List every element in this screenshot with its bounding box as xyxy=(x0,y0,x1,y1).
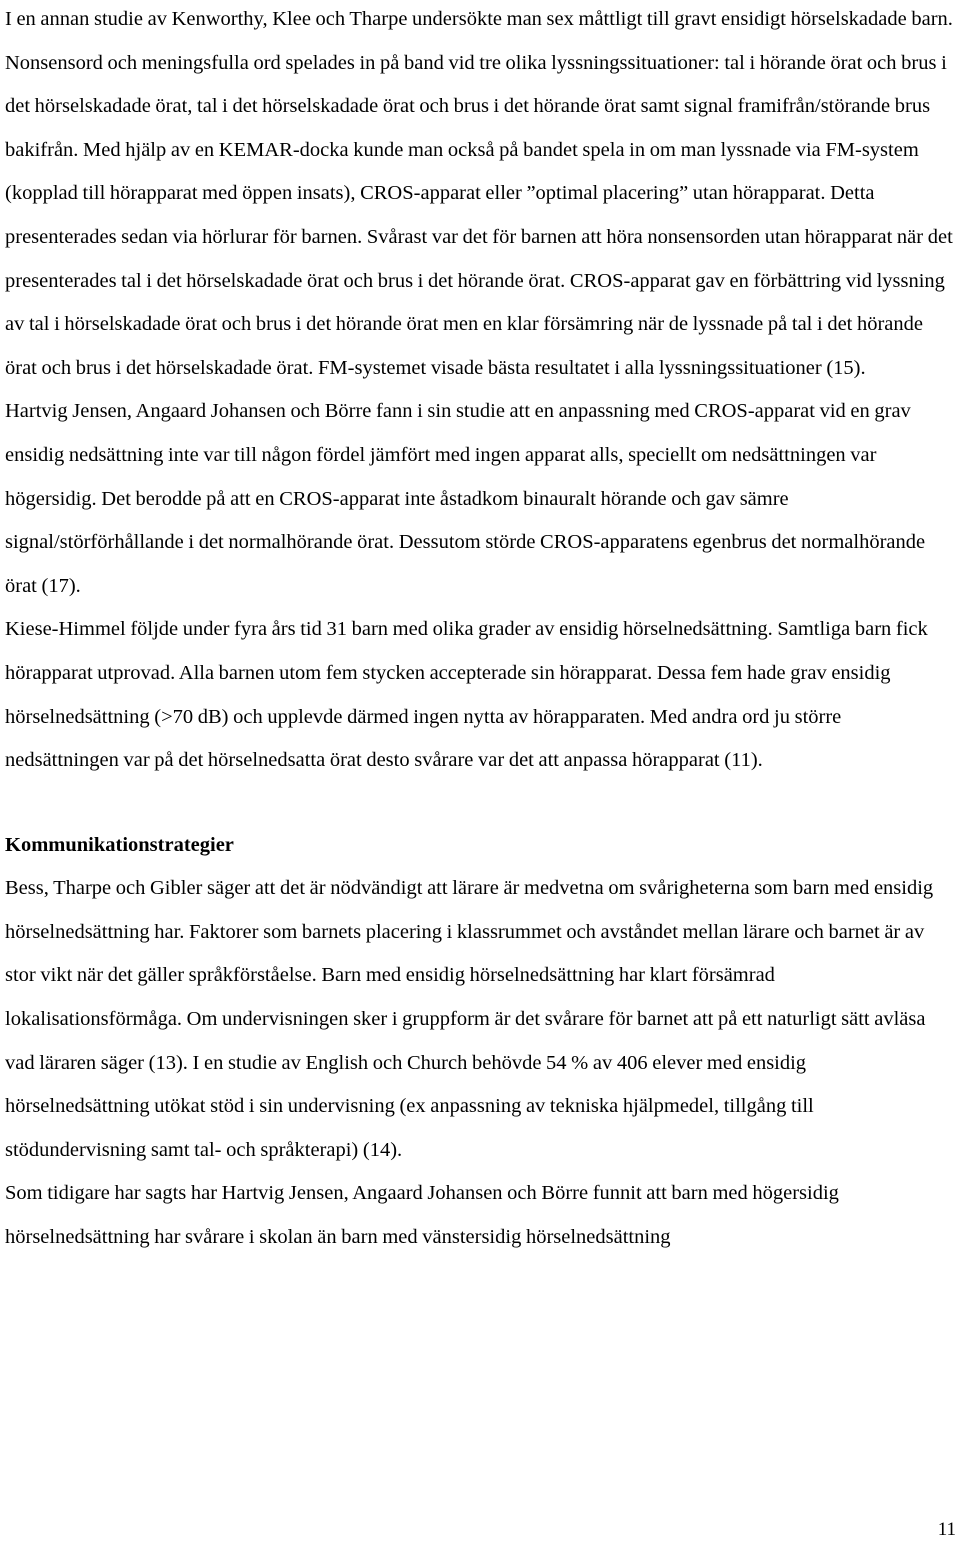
paragraph-kenworthy-study: I en annan studie av Kenworthy, Klee och Tharpe undersökte man sex måttligt till gravt ensidigt hörselskadade barn. Nonsensord och meningsfulla ord spelades in på band vid tre olika lyssningssituationer: tal i hörande örat och brus i det hörselskadade örat, tal i det hörselskadade örat och brus i det hörande örat samt signal framifrån/störande brus bakifrån. Med hjälp av en KEMAR-docka kunde man också på bandet spela in om man lyssnade via FM-system (kopplad till hörapparat med öppen insats), CROS-apparat eller ”optimal placering” utan hörapparat. Detta presenterades sedan via hörlurar för barnen. Svårast var det för barnen att höra nonsensorden utan hörapparat när det presenterades tal i det hörselskadade örat och brus i det hörande örat. CROS-apparat gav en förbättring vid lyssning av tal i hörselskadade örat och brus i det hörande örat men en klar försämring när de lyssnade på tal i det hörande örat och brus i det hörselskadade örat. FM-systemet visade bästa resultatet i alla lyssningssituationer (15). xyxy=(5,8,953,379)
page-number: 11 xyxy=(937,1519,956,1540)
paragraph-kiese-himmel-study: Kiese-Himmel följde under fyra års tid 31 barn med olika grader av ensidig hörselnedsättning. Samtliga barn fick hörapparat utprovad. Alla barnen utom fem stycken accepterade sin hörapparat. Dessa fem hade grav ensidig hörselnedsättning (>70 dB) och upplevde därmed ingen nytta av hörapparaten. Med andra ord ju större nedsättningen var på det hörselnedsatta örat desto svårare var det att anpassa hörapparat (11). xyxy=(5,618,928,772)
paragraph-hartvig-jensen-study: Hartvig Jensen, Angaard Johansen och Börre fann i sin studie att en anpassning med CROS-apparat vid en grav ensidig nedsättning inte var till någon fördel jämfört med ingen apparat alls, speciellt om nedsättningen var högersidig. Det berodde på att en CROS-apparat inte åstadkom binauralt hörande och gav sämre signal/störförhållande i det normalhörande örat. Dessutom störde CROS-apparatens egenbrus det normalhörande örat (17). xyxy=(5,400,926,597)
paragraph-hartvig-jensen-followup: Som tidigare har sagts har Hartvig Jensen, Angaard Johansen och Börre funnit att barn med högersidig hörselnedsättning har svårare i skolan än barn med vänstersidig hörselnedsättning xyxy=(5,1182,839,1249)
document-page xyxy=(5,0,955,1260)
paragraph-bess-tharpe-gibler: Bess, Tharpe och Gibler säger att det är nödvändigt att lärare är medvetna om svårigheterna som barn med ensidig hörselnedsättning har. Faktorer som barnets placering i klassrummet och avståndet mellan lärare och barnet är av stor vikt när det gäller språkförståelse. Barn med ensidig hörselnedsättning har klart försämrad lokalisationsförmåga. Om undervisningen sker i gruppform är det svårare för barnet att på ett naturligt sätt avläsa vad läraren säger (13). I en studie av English och Church behövde 54 % av 406 elever med ensidig hörselnedsättning utökat stöd i sin undervisning (ex anpassning av tekniska hjälpmedel, tillgång till stödundervisning samt tal- och språkterapi) (14). xyxy=(5,877,934,1161)
section-heading: Kommunikationstrategier xyxy=(5,833,234,856)
